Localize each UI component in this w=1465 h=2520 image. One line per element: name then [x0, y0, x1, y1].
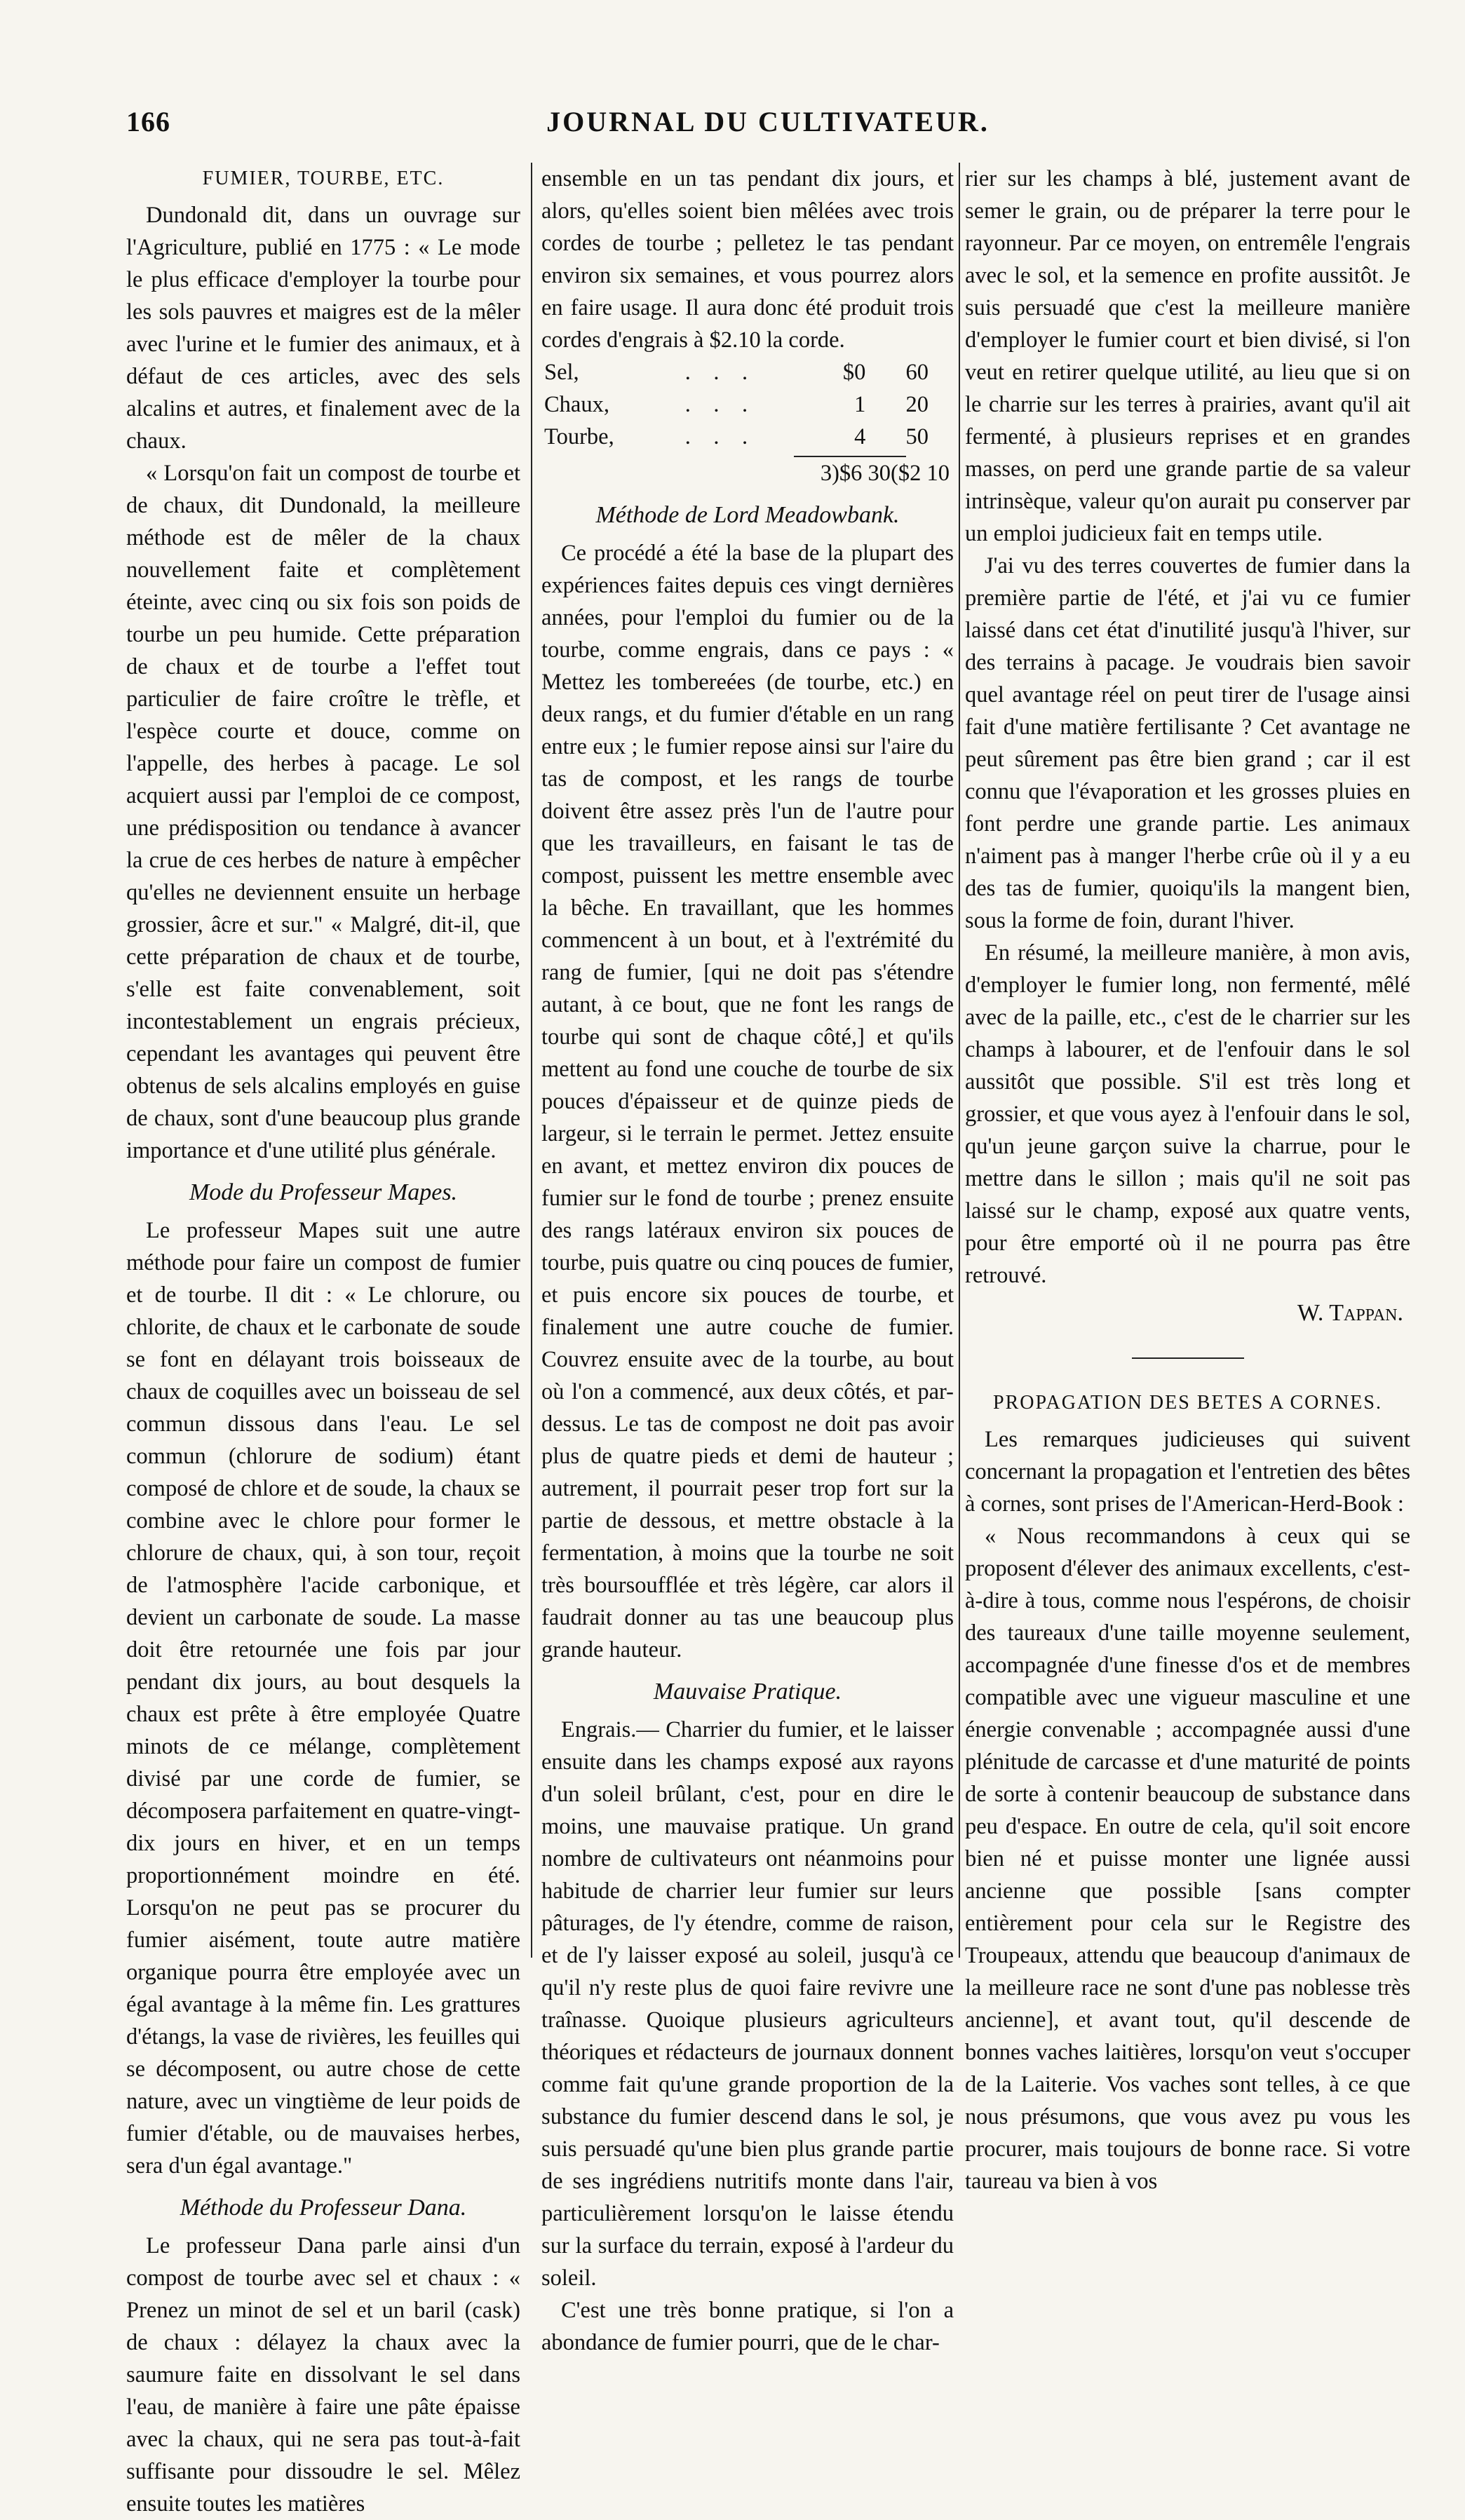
running-title: JOURNAL DU CULTIVATEUR.: [546, 106, 990, 137]
cost-row: [544, 421, 937, 453]
paragraph: Les remarques judicieuses qui suivent concernant la propagation et l'entretien des bêtes à cornes, sont prises de l'American-Herd-Book :: [965, 1427, 1410, 1517]
section-title-fumier: FUMIER, TOURBE, ETC.: [202, 168, 445, 189]
cost-leaders: . . .: [684, 392, 748, 417]
cost-table: [544, 356, 937, 453]
subheading-dana: Méthode du Professeur Dana.: [180, 2195, 467, 2221]
paragraph: Engrais.— Charrier du fumier, et le laisser ensuite dans les champs exposé aux rayons d'un soleil brûlant, c'est, pour en dire le moins, une mauvaise pratique. Un grand nombre de cultivateurs ont néanmoins pour habitude de charrier leur fumier sur leurs pâturages, de l'y étendre, comme de raison, et de l'y laisser exposé au soleil, jusqu'à ce qu'il n'y reste plus de quoi faire revivre une traînasse. Quoique plusieurs agriculteurs théoriques et rédacteurs de journaux donnent comme fait qu'une grande proportion de la substance du fumier descend dans le sol, je suis persuadé qu'une bien plus grande partie de ses ingrédiens nutritifs monte dans l'air, particulièrement lorsqu'on le laisse étendu sur la surface du terrain, exposé à l'ardeur du soleil.: [541, 1717, 954, 2291]
column-left: [126, 163, 520, 2516]
cost-item: Sel,: [544, 360, 579, 385]
subheading-mapes: Mode du Professeur Mapes.: [189, 1179, 458, 1205]
column-middle: [541, 163, 954, 2355]
paragraph: Le professeur Mapes suit une autre méthode pour faire un compost de fumier et de tourbe. Il dit : « Le chlorure, ou chlorite, de chaux et le carbonate de soude se font en délayant trois boisseaux de chaux de coquilles avec un boisseau de sel commun dissous dans l'eau. Le sel commun (chlorure de sodium) étant composé de chlore et de soude, la chaux se combine avec le chlore pour former le chlorure de chaux, qui, à son tour, reçoit de l'atmosphère l'acide carbonique, et devient un carbonate de soude. La masse doit être retournée une fois par jour pendant dix jours, au bout desquels la chaux est prête à être employée Quatre minots de ce mélange, complètement divisé par une corde de fumier, se décomposera parfaitement en quatre-vingt-dix jours en hiver, et en un temps proportionnément moindre en été. Lorsqu'on ne peut pas se procurer du fumier aisément, toute autre matière organique pourra être employée avec un égal avantage à la même fin. Les grattures d'étangs, la vase de rivières, les feuilles qui se décomposent, ou autre chose de cette nature, avec un vingtième de leur poids de fumier d'étable, ou de mauvaises herbes, sera d'un égal avantage.": [126, 1218, 520, 2179]
paragraph: J'ai vu des terres couvertes de fumier dans la première partie de l'été, et j'ai vu ce fumier laissé dans cet état d'inutilité jusqu'à l'hiver, sur des terrains à pacage. Je voudrais bien savoir quel avantage réel on peut tirer de l'usage ainsi fait d'une matière fertilisante ? Cet avantage ne peut sûrement pas être bien grand ; car il est connu que l'évaporation et les grosses pluies en font perdre une grande partie. Les animaux n'aiment pas à manger l'herbe crûe où il y a eu des tas de fumier, quoiqu'ils la mangent bien, sous la forme de foin, durant l'hiver.: [965, 553, 1410, 933]
cost-item: Tourbe,: [544, 424, 614, 449]
author-signature: W. Tappan.: [1297, 1300, 1403, 1326]
paragraph: C'est une très bonne pratique, si l'on a abondance de fumier pourri, que de le char-: [541, 2298, 954, 2355]
column-rule-right: [959, 163, 960, 1958]
paragraph: Dundonald dit, dans un ouvrage sur l'Agriculture, publié en 1775 : « Le mode le plus efficace d'employer la tourbe pour les sols pauvres et maigres est de la mêler avec l'urine et le fumier des animaux, et à défaut de ces articles, avec des sels alcalins et autres, et finalement avec de la chaux.: [126, 203, 520, 454]
paragraph: « Lorsqu'on fait un compost de tourbe et de chaux, dit Dundonald, la meilleure méthode est de mêler de la chaux nouvellement faite et complètement éteinte, avec cinq ou six fois son poids de tourbe un peu humide. Cette préparation de chaux et de tourbe a l'effet tout particulier de faire croître le trèfle, et l'espèce courte et douce, comme on l'appelle, des herbes à pacage. Le sol acquiert aussi par l'emploi de ce compost, une prédisposition ou tendance à avancer la crue de ces herbes de nature à empêcher qu'elles ne deviennent ensuite un herbage grossier, âcre et sur." « Malgré, dit-il, que cette préparation de chaux et de tourbe, s'elle est faite convenablement, soit incontestablement un engrais précieux, cependant les avantages qui peuvent être obtenus de sels alcalins employés en guise de chaux, sont d'une beaucoup plus grande importance et d'une utilité plus générale.: [126, 461, 520, 1163]
paragraph: Ce procédé a été la base de la plupart des expériences faites depuis ces vingt dernières années, pour l'emploi du fumier ou de la tourbe, comme engrais, dans ce pays : « Mettez les tombereées (de tourbe, etc.) en deux rangs, et du fumier d'étable en un rang entre eux ; le fumier repose ainsi sur l'aire du tas de compost, et les rangs de tourbe doivent être assez près l'un de l'autre pour que les travailleurs, en faisant le tas de compost, puissent les mettre ensemble avec la bêche. En travaillant, que les hommes commencent à un bout, et à l'extrémité du rang de fumier, [qui ne doit pas s'étendre autant, à ce bout, que ne font les rangs de tourbe qui sont de chaque côté,] et qu'ils mettent au fond une couche de tourbe de six pouces d'épaisseur et de quinze pieds de largeur, si le terrain le permet. Jettez ensuite en avant, et mettez environ dix pouces de fumier sur le fond de tourbe ; prenez ensuite des rangs latéraux environ six pouces de tourbe, puis quatre ou cinq pouces de fumier, et puis encore six pouces de tourbe, et finalement une autre couche de fumier. Couvrez ensuite avec de la tourbe, au bout où l'on a commencé, aux deux côtés, et par-dessus. Le tas de compost ne doit pas avoir plus de quatre pieds et demi de hauteur ; autrement, il pourrait peser trop fort sur la partie de dessous, et mettre obstacle à la fermentation, à moins que la tourbe ne soit très boursoufflée et très légère, car alors il faudrait donner au tas une beaucoup plus grande hauteur.: [541, 541, 954, 1662]
paragraph: ensemble en un tas pendant dix jours, et alors, qu'elles soient bien mêlées avec trois cordes de tourbe ; pelletez le tas pendant environ six semaines, et vous pourrez alors en faire usage. Il aura donc été produit trois cordes d'engrais à $2.10 la corde.: [541, 166, 954, 353]
cost-cents: 60: [905, 360, 929, 385]
paragraph: « Nous recommandons à ceux qui se proposent d'élever des animaux excellents, c'est-à-dire à tous, comme nous l'espérons, de choisir des taureaux d'une taille moyenne seulement, accompagnée d'une finesse d'os et de membres compatible avec une vigueur masculine et une énergie convenable ; accompagnée aussi d'une plénitude de carcasse et d'une maturité de points de sorte à contenir beaucoup de substance dans peu d'espace. En outre de cela, qu'il soit encore bien né et puisse monter une lignée aussi ancienne que possible [sans compter entièrement pour cela sur le Registre des Troupeaux, attendu que beaucoup d'animaux de la meilleure race ne sont d'une pas noblesse très ancienne], et avant tout, qu'il descende de bonnes vaches laitières, lorsqu'on veut s'occuper de la Laiterie. Vos vaches sont telles, à ce que nous présumons, que vous avez pu vous les procurer, mais toujours de bonne race. Si votre taureau va bien à vos: [965, 1524, 1410, 2194]
section-separator: [1132, 1357, 1244, 1359]
paragraph: En résumé, la meilleure manière, à mon avis, d'employer le fumier long, non fermenté, mêlé avec de la paille, etc., c'est de le charrier sur les champs à labourer, et de l'enfouir dans le sol aussitôt que possible. S'il est très long et grossier, et que vous ayez à l'enfouir dans le sol, qu'un jeune garçon suive la charrue, pour le mettre dans le sillon ; mais qu'il ne soit pas laissé sur le champ, exposé aux quatre vents, pour être emporté où il ne pourra pas être retrouvé.: [965, 940, 1410, 1288]
cost-dollars: $0: [842, 360, 866, 385]
cost-row: [544, 388, 937, 421]
paragraph: Le professeur Dana parle ainsi d'un compost de tourbe avec sel et chaux : « Prenez un minot de sel et un baril (cask) de chaux : délayez la chaux avec la saumure faite en dissolvant le sel dans l'eau, de manière à faire une pâte épaisse avec la chaux, qui ne sera pas tout-à-fait suffisante pour dissoudre le sel. Mêlez ensuite toutes les matières: [126, 2233, 520, 2516]
cost-cents: 50: [905, 424, 929, 449]
cost-leaders: . . .: [684, 424, 748, 449]
paragraph: rier sur les champs à blé, justement avant de semer le grain, ou de préparer la terre pour le rayonneur. Par ce moyen, on entremêle l'engrais avec le sol, et la semence en profite aussitôt. Je suis persuadé que c'est la meilleure manière d'employer le fumier court et bien divisé, si l'on veut en retirer quelque utilité, au lieu que si on le charrie sur les terres à prairies, avant qu'il ait fermenté, à plusieurs reprises et en grandes masses, on perd une grande partie de sa valeur intrinsèque, valeur qu'on aurait pu conserver par un emploi judicieux fait en temps utile.: [965, 166, 1410, 546]
cost-item: Chaux,: [544, 392, 609, 417]
column-right: [965, 163, 1410, 2194]
cost-dollars: 4: [854, 424, 866, 449]
page-number: 166: [126, 106, 170, 137]
page-header: [126, 105, 1410, 147]
column-rule-left: [531, 163, 532, 1958]
section-title-propagation: PROPAGATION DES BETES A CORNES.: [993, 1392, 1382, 1414]
subheading-mauvaise-pratique: Mauvaise Pratique.: [653, 1679, 842, 1705]
cost-cents: 20: [905, 392, 929, 417]
subheading-meadowbank: Méthode de Lord Meadowbank.: [595, 502, 900, 528]
cost-total: 3)$6 30($2 10: [820, 461, 950, 486]
cost-leaders: . . .: [684, 360, 748, 385]
cost-row: [544, 356, 937, 388]
cost-dollars: 1: [854, 392, 866, 417]
